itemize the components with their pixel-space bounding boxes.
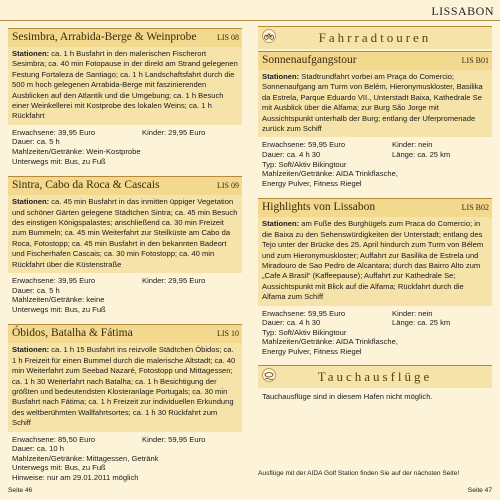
price-kids: Kinder: 29,95 Euro <box>142 276 206 286</box>
duration: Dauer: ca. 4 h 30 <box>262 318 321 328</box>
tour-lis09 <box>8 176 242 314</box>
stations-text: am Fuße des Burghügels zum Praca do Comercio; in die Baixa zu den Sehenswürdigkeiten der Unterstadt; entlang des Tejo unter der Brücke des 25. April hindurch zum Turm von Bélem und zum Hieronymuskloster; Auffahrt zur Basilika de Estrela und Miradouro de Sao Pedro de Alcantara; durch das Bairro Alto zum „Cafe A Brasil“ (Kaffeepause); Auffahrt zur Kathedrale Se; Aussichtspunkt mit Blick auf die Alfama; Rückfahrt durch die Alfama zum Schiff <box>262 219 484 302</box>
price-adults: Erwachsene: 59,95 Euro <box>262 308 346 318</box>
duration: Dauer: ca. 10 h <box>12 444 64 454</box>
tour-facts <box>8 432 242 483</box>
tour-code: LIS B02 <box>461 203 489 213</box>
stations-label: Stationen: <box>12 345 50 355</box>
price-adults: Erwachsene: 85,50 Euro <box>12 434 96 444</box>
price-kids: Kinder: nein <box>392 308 433 318</box>
bike-section-title: Fahrradtouren <box>318 30 432 45</box>
stations-text: Stadtrundfahrt vorbei am Praça do Comercio; Sonnenaufgang am Turm von Belém, Hieronymuskloster, Basilika da Estrela, Parque Eduardo VII., Unterstadt Baixa, Kathedrale Se mit Ausblick über die Alfama; zur Burg São Jorge mit Aussichtspunkt unterhalb der Burg; entlang der Uferpromenade zurück zum Schiff <box>262 72 483 134</box>
page-number-left: Seite 46 <box>8 487 33 494</box>
stations-label: Stationen: <box>12 49 50 58</box>
tour-facts <box>8 273 242 314</box>
dive-note: Tauchausflüge sind in diesem Hafen nicht möglich. <box>262 391 433 401</box>
meals-cont: Energy Pulver, Fitness Riegel <box>262 347 362 357</box>
tour-title: Sesimbra, Arrabida-Berge & Weinprobe <box>12 31 197 43</box>
tour-type: Typ: Soft/Aktiv Bikingtour <box>262 327 347 337</box>
tour-code: LIS B01 <box>461 56 489 65</box>
meals-cont: Energy Pulver, Fitness Riegel <box>262 178 362 188</box>
tour-code: LIS 08 <box>217 33 239 42</box>
bike-section-banner <box>258 26 492 49</box>
meals: Mahlzeiten/Getränke: AIDA Trinkflasche, <box>262 169 398 179</box>
travel-mode: Unterwegs mit: Bus, zu Fuß <box>12 304 106 314</box>
stations-label: Stationen: <box>262 72 300 81</box>
tour-description <box>258 70 492 137</box>
tour-facts <box>8 125 242 166</box>
stations-text: ca. 1 h Busfahrt in den malerischen Fischerort Sesimbra; ca. 40 min Fotopause in der direkt am Strand gelegenen Festung Fortaleza de Santiago; ca. 1 h Landschaftsfahrt durch die 500 m hoch gelegenen Arrabida-Berge mit faszinierenden Ausblicken auf den Atlantik und die Umgebung; ca. 1 h Besuch einer Weinkellerei mit Kostprobe des lokalen Weins; ca. 1 h Rückfahrt <box>12 49 238 121</box>
tour-header <box>258 198 492 217</box>
price-adults: Erwachsene: 39,95 Euro <box>12 127 96 137</box>
hint: Hinweise: nur am 29.01.2011 möglich <box>12 473 139 483</box>
duration: Dauer: ca. 5 h <box>12 285 60 295</box>
tour-description <box>8 195 242 273</box>
price-kids: Kinder: 59,95 Euro <box>142 434 206 444</box>
tour-header <box>8 28 242 47</box>
tour-lisb01 <box>258 51 492 188</box>
stations-label: Stationen: <box>262 219 300 229</box>
duration: Dauer: ca. 4 h 30 <box>262 150 321 160</box>
price-kids: Kinder: 29,95 Euro <box>142 127 206 137</box>
tour-description <box>258 217 492 305</box>
tour-lis10 <box>8 324 242 482</box>
stations-text: ca. 45 min Busfahrt in das inmitten üppiger Vegetation und schöner Gärten gelegene Städtchen Sintra; ca. 45 min Besuch des einstigen Königspalastes; anschließend ca. 30 min Freizeit zum Bummeln; ca. 45 min Weiterfahrt zur Steilküste am Cabo da Roca, Fotostopp; ca. 45 min Busfahrt in den bekannten Badeort und Fischerhafen Cascais; ca. 30 min Fotostopp; ca. 40 min Rückfahrt über die Küstenstraße <box>12 197 238 269</box>
tour-facts <box>258 306 492 357</box>
dive-section-title: Tauchausflüge <box>317 368 433 384</box>
stations-text: ca. 1 h 15 Busfahrt ins reizvolle Städtchen Óbidos; ca. 1 h Freizeit für einen Bummel durch die malerische Altstadt; ca. 40 min Weiterfahrt zum Seebad Nazaré, Fotostopp und Mittagessen; ca. 1 h 30 Weiterfahrt nach Batalha; ca. 1 h Besichtigung der größten und bedeutendsten Klosteranlage Portugals; ca. 30 min Busfahrt nach Fátima; ca. 1 h Freizeit zur individuellen Erkundung des weltberühmten Wallfahrtsortes; ca. 1 h 30 Rückfahrt zum Schiff <box>12 345 236 428</box>
stations-label: Stationen: <box>12 197 50 207</box>
meals: Mahlzeiten/Getränke: Wein-Kostprobe <box>12 147 141 157</box>
header-rule <box>0 20 500 21</box>
meals: Mahlzeiten/Getränke: Mittagessen, Getränk <box>12 453 159 463</box>
length: Länge: ca. 25 km <box>392 318 451 328</box>
right-column <box>258 26 492 406</box>
meals: Mahlzeiten/Getränke: AIDA Trinkflasche, <box>262 337 398 347</box>
tour-title: Sintra, Cabo da Roca & Cascais <box>12 179 160 192</box>
price-adults: Erwachsene: 59,95 Euro <box>262 140 346 150</box>
duration: Dauer: ca. 5 h <box>12 137 60 147</box>
meals: Mahlzeiten/Getränke: keine <box>12 295 105 305</box>
tour-description <box>8 343 242 431</box>
travel-mode: Unterwegs mit: Bus, zu Fuß <box>12 156 106 166</box>
tour-header <box>8 176 242 195</box>
tour-code: LIS 10 <box>217 329 239 339</box>
tour-lisb02 <box>258 198 492 356</box>
price-adults: Erwachsene: 39,95 Euro <box>12 276 96 286</box>
tour-description <box>8 47 242 125</box>
tour-facts <box>258 137 492 188</box>
tour-title: Highlights von Lissabon <box>262 201 376 214</box>
price-kids: Kinder: nein <box>392 140 433 150</box>
travel-mode: Unterwegs mit: Bus, zu Fuß <box>12 463 106 473</box>
tour-title: Óbidos, Batalha & Fátima <box>12 327 133 340</box>
tour-header <box>258 51 492 70</box>
city-title: LISSABON <box>431 4 494 18</box>
page-number-right: Seite 47 <box>467 487 492 494</box>
tour-header <box>8 324 242 343</box>
tour-type: Typ: Soft/Aktiv Bikingtour <box>262 159 347 169</box>
left-column <box>8 26 242 483</box>
golf-note: Ausflüge mit der AIDA Golf Station finden Sie auf der nächsten Seite! <box>258 470 460 477</box>
tour-lis08 <box>8 28 242 166</box>
tour-title: Sonnenaufgangstour <box>262 54 357 66</box>
dive-section-banner <box>258 365 492 388</box>
tour-code: LIS 09 <box>217 181 239 191</box>
length: Länge: ca. 25 km <box>392 150 451 160</box>
